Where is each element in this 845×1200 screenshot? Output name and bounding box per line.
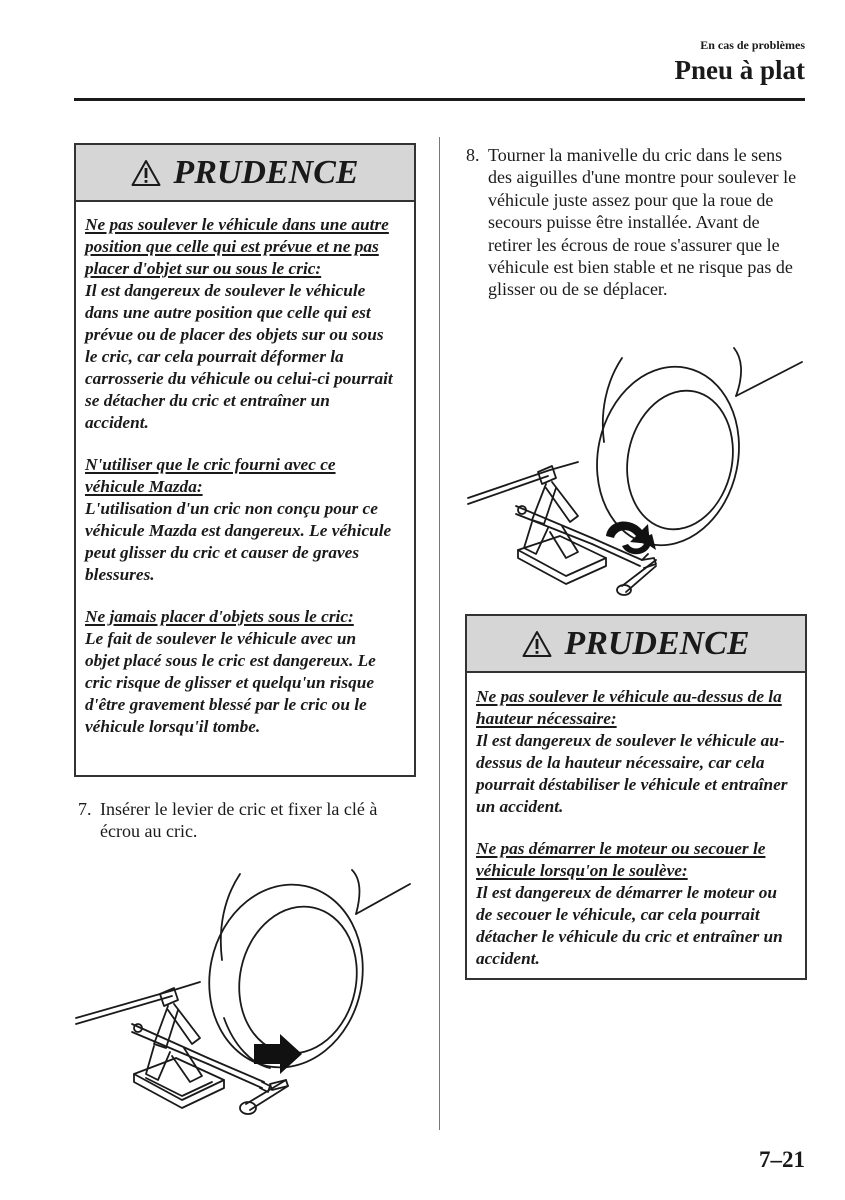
caution-title: PRUDENCE xyxy=(173,153,359,191)
caution-item-text: L'utilisation d'un cric non conçu pour ce véhicule Mazda est dangereux. Le véhicule peut glisser du cric et causer de graves blessures. xyxy=(85,499,392,584)
jack-crank-illustration xyxy=(466,340,808,602)
step-text: Insérer le levier de cric et fixer la clé à écrou au cric. xyxy=(100,799,378,842)
warning-triangle-icon xyxy=(131,159,161,187)
page-title: Pneu à plat xyxy=(674,55,805,85)
caution-body xyxy=(76,202,414,738)
caution-title: PRUDENCE xyxy=(564,624,750,662)
caution-item xyxy=(85,606,394,738)
caution-item-text: Il est dangereux de soulever le véhicule au-dessus de la hauteur nécessaire, car cela pourrait déstabiliser le véhicule et entraîner un accident. xyxy=(476,731,788,816)
header-rule xyxy=(74,98,805,101)
caution-item-text: Le fait de soulever le véhicule avec un objet placé sous le cric est dangereux. Le cric risque de glisser et quelqu'un risque d'être gravement blessé par le cric ou le véhicule lorsqu'il tombe. xyxy=(85,629,376,736)
caution-body xyxy=(467,673,805,970)
caution-item-heading: Ne pas soulever le véhicule au-dessus de la hauteur nécessaire: xyxy=(476,687,782,728)
rotate-clockwise-icon xyxy=(606,521,656,554)
caution-item-heading: N'utiliser que le cric fourni avec ce véhicule Mazda: xyxy=(85,455,336,496)
caution-item xyxy=(85,454,394,586)
column-divider xyxy=(439,137,440,1130)
caution-item xyxy=(476,686,791,818)
step-7 xyxy=(78,798,418,843)
caution-item-heading: Ne pas démarrer le moteur ou secouer le véhicule lorsqu'on le soulève: xyxy=(476,839,766,880)
step-text: Tourner la manivelle du cric dans le sens des aiguilles d'une montre pour soulever le véhicule juste assez pour que la roue de secours puisse être installée. Avant de retirer les écrous de roue s'assurer que le véhicule est bien stable et ne risque pas de glisser ou de se déplacer. xyxy=(488,145,797,300)
caution-item-heading: Ne pas soulever le véhicule dans une autre position que celle qui est prévue et ne pas placer d'objet sur ou sous le cric: xyxy=(85,215,389,278)
warning-triangle-icon xyxy=(522,630,552,658)
section-title: En cas de problèmes xyxy=(700,38,805,52)
caution-item xyxy=(476,838,791,970)
caution-item-heading: Ne jamais placer d'objets sous le cric: xyxy=(85,607,354,626)
caution-item-text: Il est dangereux de soulever le véhicule dans une autre position que celle qui est prévue ou de placer des objets sur ou sous le cric, car cela pourrait déformer la carrosserie du véhicule ou celui-ci pourrait se détacher du cric et entraîner un accident. xyxy=(85,281,393,432)
step-number: 7. xyxy=(78,799,92,819)
caution-box-jack-position xyxy=(74,143,416,777)
caution-box-lifting xyxy=(465,614,807,980)
step-8 xyxy=(466,144,806,301)
jack-lever-illustration xyxy=(74,868,422,1130)
caution-item xyxy=(85,214,394,434)
caution-item-text: Il est dangereux de démarrer le moteur ou de secouer le véhicule, car cela pourrait détacher le véhicule du cric et entraîner un accident. xyxy=(476,883,783,968)
step-number: 8. xyxy=(466,145,480,165)
caution-header xyxy=(467,616,805,673)
caution-header xyxy=(76,145,414,202)
page-number: 7–21 xyxy=(759,1147,805,1172)
